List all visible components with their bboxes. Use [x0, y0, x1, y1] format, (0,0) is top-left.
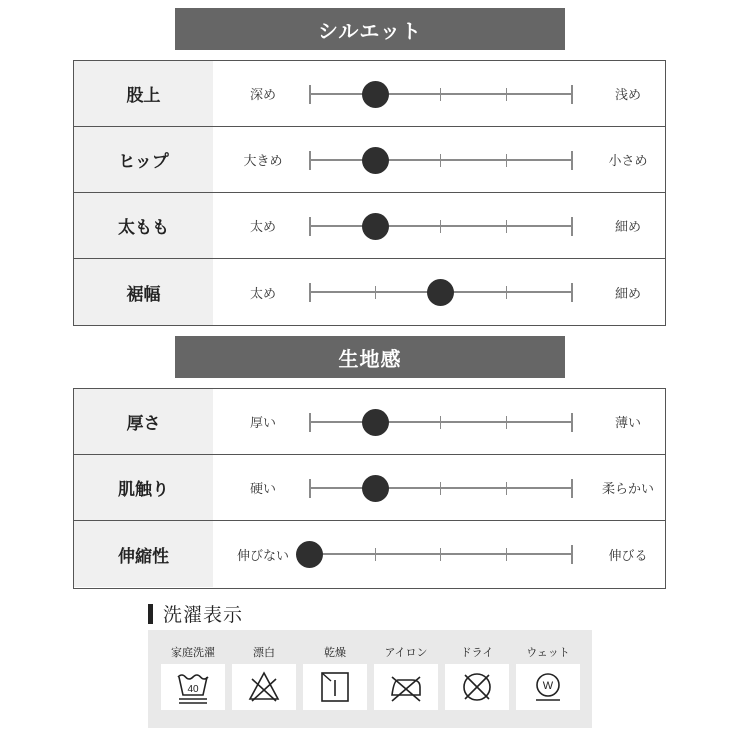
spec-row-touch: [74, 455, 665, 521]
spec-row-hip: [74, 127, 665, 193]
no-bleach-icon: [242, 667, 286, 707]
scale-left-text: 太め: [249, 220, 276, 235]
row-label: 伸縮性: [74, 521, 213, 587]
care-item-home-wash: [161, 630, 225, 728]
drip-dry-icon: [313, 667, 357, 707]
scale-tick: [309, 85, 311, 104]
spec-row-rise: [74, 61, 665, 127]
scale-tick: [506, 154, 507, 167]
laundry-title: [148, 600, 243, 627]
silhouette-title: シルエット: [317, 18, 423, 43]
row-label: 股上: [74, 61, 213, 126]
title-bar: [148, 604, 153, 624]
scale-tick: [571, 479, 573, 498]
care-label: ウェット: [526, 646, 570, 659]
care-label: 家庭洗濯: [171, 646, 215, 659]
scale-track: [309, 521, 571, 587]
scale-marker: [296, 541, 323, 568]
row-label: 太もも: [74, 193, 213, 258]
scale-tick: [571, 413, 573, 432]
scale-tick: [571, 85, 573, 104]
scale-tick: [440, 88, 441, 101]
scale-marker: [362, 475, 389, 502]
silhouette-header: [175, 8, 565, 50]
scale-right-text: 浅め: [614, 88, 641, 103]
scale-left-text: 大きめ: [243, 154, 283, 169]
no-dry-clean-icon: [455, 667, 499, 707]
scale-right-text: 柔らかい: [601, 482, 654, 497]
scale-left-text: 硬い: [249, 482, 276, 497]
scale-tick: [309, 217, 311, 236]
scale-track: [309, 455, 571, 520]
spec-row-stretch: [74, 521, 665, 587]
row-label: ヒップ: [74, 127, 213, 192]
scale-tick: [571, 217, 573, 236]
texture-title: 生地感: [338, 346, 402, 371]
scale-tick: [309, 151, 311, 170]
spec-row-thigh: [74, 193, 665, 259]
scale-tick: [506, 88, 507, 101]
no-iron-icon: [384, 667, 428, 707]
scale-right-text: 細め: [614, 220, 641, 235]
care-label: ドライ: [460, 646, 494, 659]
care-label: アイロン: [384, 646, 428, 659]
scale-left-text: 伸びない: [236, 548, 289, 564]
laundry-panel: [148, 630, 592, 728]
scale-right-text: 伸びる: [608, 548, 648, 564]
care-item-wet-clean: [516, 630, 580, 728]
scale-marker: [362, 213, 389, 240]
row-label: 肌触り: [74, 455, 213, 520]
scale-marker: [362, 409, 389, 436]
scale-tick: [375, 286, 376, 299]
scale-track: [309, 61, 571, 126]
row-label: 裾幅: [74, 259, 213, 325]
spec-row-thickness: [74, 389, 665, 455]
care-item-dry: [303, 630, 367, 728]
wet-clean-letter: W: [542, 680, 554, 692]
scale-tick: [309, 283, 311, 302]
care-item-iron: [374, 630, 438, 728]
scale-tick: [440, 482, 441, 495]
scale-tick: [309, 413, 311, 432]
texture-header: [175, 336, 565, 378]
laundry-title-text: 洗濯表示: [163, 604, 244, 626]
care-label: 漂白: [253, 646, 275, 659]
scale-tick: [506, 286, 507, 299]
care-item-dry-clean: [445, 630, 509, 728]
care-label: 乾燥: [324, 646, 346, 659]
scale-tick: [571, 151, 573, 170]
scale-tick: [506, 548, 507, 561]
scale-tick: [440, 220, 441, 233]
scale-right-text: 薄い: [614, 416, 641, 431]
scale-tick: [506, 220, 507, 233]
scale-tick: [309, 479, 311, 498]
silhouette-table: [73, 60, 666, 326]
scale-marker: [362, 81, 389, 108]
wash-tub-40-icon: [171, 667, 215, 707]
scale-track: [309, 259, 571, 325]
wet-clean-icon: [526, 667, 570, 707]
row-label: 厚さ: [74, 389, 213, 454]
spec-row-hem-width: [74, 259, 665, 325]
care-item-bleach: [232, 630, 296, 728]
scale-tick: [506, 482, 507, 495]
scale-left-text: 太め: [249, 286, 276, 302]
scale-left-text: 厚い: [249, 416, 276, 431]
scale-tick: [571, 545, 573, 564]
scale-tick: [571, 283, 573, 302]
scale-right-text: 細め: [614, 286, 641, 302]
scale-tick: [375, 548, 376, 561]
scale-track: [309, 127, 571, 192]
texture-table: [73, 388, 666, 589]
wash-temperature: 40: [187, 684, 199, 695]
scale-right-text: 小さめ: [608, 154, 648, 169]
scale-track: [309, 193, 571, 258]
scale-tick: [440, 416, 441, 429]
scale-track: [309, 389, 571, 454]
scale-tick: [440, 154, 441, 167]
scale-tick: [440, 548, 441, 561]
scale-left-text: 深め: [249, 88, 276, 103]
scale-marker: [427, 279, 454, 306]
scale-marker: [362, 147, 389, 174]
scale-tick: [506, 416, 507, 429]
